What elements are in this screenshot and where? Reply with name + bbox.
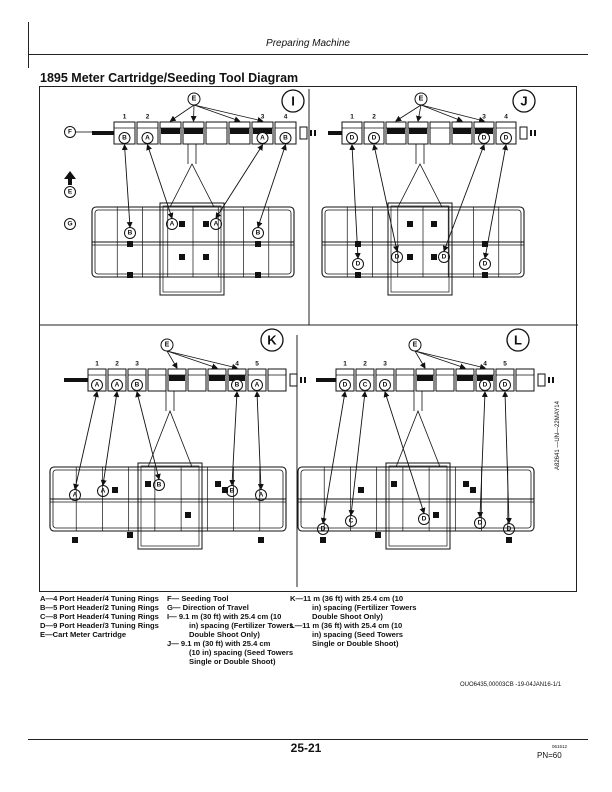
opener-marker — [463, 481, 469, 487]
meter-cartridge-filled — [409, 128, 427, 134]
opener-marker — [431, 254, 437, 260]
tool-header-label: B — [229, 487, 235, 495]
tool-header-label: A — [258, 491, 264, 499]
legend-i-3: Double Shoot Only) — [189, 630, 260, 639]
meter-cartridge-filled — [184, 128, 203, 134]
meter-end-pin — [548, 377, 550, 383]
tow-frame — [160, 203, 224, 295]
e-callout-arrow — [396, 105, 421, 121]
diagram-title: 1895 Meter Cartridge/Seeding Tool Diagram — [40, 71, 299, 85]
tool-header-label: D — [355, 260, 361, 268]
e-callout-label: E — [412, 341, 418, 349]
opener-marker — [127, 532, 133, 538]
e-callout-arrow — [421, 105, 484, 121]
e-callout-label: E — [164, 341, 170, 349]
header-to-tool-arrow — [103, 392, 117, 485]
tow-frame-inner — [141, 466, 199, 546]
legend-j: J— 9.1 m (30 ft) with 25.4 cm — [167, 639, 271, 648]
panel-id-label: K — [267, 332, 277, 348]
port-number: 3 — [383, 360, 387, 368]
header-to-tool-arrow — [505, 392, 509, 523]
port-number: 3 — [482, 113, 486, 121]
header-type-label: D — [349, 134, 355, 142]
tool-header-label: B — [127, 229, 133, 237]
legend-j-3: Single or Double Shoot) — [189, 657, 276, 666]
legend-i: I— 9.1 m (30 ft) with 25.4 cm (10 — [167, 612, 282, 621]
header-to-tool-arrow — [257, 392, 261, 489]
header-type-label: B — [122, 134, 127, 142]
f-callout-label: F — [68, 128, 72, 136]
opener-marker — [112, 487, 118, 493]
tool-header-label: D — [506, 525, 512, 533]
tow-frame-inner — [389, 466, 447, 546]
e-callout-arrow — [194, 105, 195, 121]
meter-shaft — [328, 131, 342, 135]
tow-frame — [138, 463, 202, 549]
tool-header-label: B — [255, 229, 261, 237]
opener-marker — [179, 254, 185, 260]
meter-end-pin — [310, 130, 312, 136]
header-to-tool-arrow — [323, 392, 345, 523]
header-type-label: D — [342, 381, 348, 389]
footer-code: 061512 — [552, 744, 568, 749]
port-number: 2 — [372, 113, 376, 121]
port-number: 1 — [343, 360, 347, 368]
legend-b: B—5 Port Header/2 Tuning Rings — [40, 603, 159, 612]
meter-cartridge-filled — [387, 128, 405, 134]
port-number: 4 — [283, 113, 288, 121]
meter-end-pin — [300, 377, 302, 383]
opener-marker — [407, 221, 413, 227]
header-type-label: D — [371, 134, 377, 142]
meter-cartridge-box — [188, 369, 206, 391]
e-callout-label: E — [191, 95, 197, 103]
opener-marker — [145, 481, 151, 487]
header-to-tool-arrow — [374, 145, 397, 251]
port-number: 3 — [135, 360, 139, 368]
panel-l — [298, 329, 554, 549]
header-type-label: A — [145, 134, 150, 142]
panel-id-label: J — [520, 93, 528, 109]
legend-c: C—8 Port Header/4 Tuning Rings — [40, 612, 159, 621]
port-number: 2 — [363, 360, 367, 368]
opener-marker — [355, 241, 361, 247]
meter-cartridge-filled — [457, 375, 473, 381]
legend-i-2: in) spacing (Fertilizer Towers — [189, 621, 294, 630]
header-to-tool-arrow — [351, 392, 365, 515]
opener-marker — [127, 241, 133, 247]
tool-header-label: D — [477, 519, 483, 527]
e-callout-arrow — [415, 351, 485, 368]
tool-header-label: A — [100, 487, 106, 495]
opener-marker — [222, 487, 228, 493]
meter-cartridge-filled — [453, 128, 471, 134]
header-left-bar-lower — [28, 54, 29, 68]
hitch-lines — [396, 391, 440, 467]
meter-shaft — [64, 378, 88, 382]
hitch-lines — [170, 144, 214, 207]
opener-marker — [203, 221, 209, 227]
header-type-label: A — [260, 134, 265, 142]
legend-f: F— Seeding Tool — [167, 594, 229, 603]
legend-e: E—Cart Meter Cartridge — [40, 630, 127, 639]
legend-l: L—11 m (36 ft) with 25.4 cm (10 — [290, 621, 403, 630]
meter-cartridge-box — [396, 369, 414, 391]
page-header-title: Preparing Machine — [266, 38, 350, 49]
meter-shaft — [316, 378, 336, 382]
panel-j — [322, 90, 536, 295]
meter-cartridge-filled — [230, 128, 249, 134]
tool-header-label: C — [348, 517, 354, 525]
tool-header-label: D — [394, 253, 400, 261]
header-to-tool-arrow — [75, 392, 97, 489]
header-to-tool-arrow — [125, 145, 131, 227]
meter-cartridge-filled — [169, 375, 185, 381]
meter-end-cap — [300, 127, 307, 139]
direction-arrow-icon — [64, 171, 76, 185]
opener-marker — [506, 537, 512, 543]
tow-frame — [386, 463, 450, 549]
meter-cartridge-box — [206, 122, 227, 144]
meter-end-pin — [534, 130, 536, 136]
legend-col-2 — [167, 594, 294, 666]
opener-marker — [179, 221, 185, 227]
opener-marker — [203, 254, 209, 260]
meter-cartridge-filled — [417, 375, 433, 381]
e-callout-arrow — [171, 105, 195, 121]
port-number: 1 — [95, 360, 99, 368]
document-reference: OUO6435,00003CB -19-04JAN16-1/1 — [460, 682, 562, 688]
header-type-label: A — [254, 381, 260, 389]
header-type-label: D — [482, 381, 488, 389]
e-callout-arrow — [194, 105, 263, 121]
tool-header-label: A — [169, 220, 175, 228]
opener-marker — [258, 537, 264, 543]
meter-cartridge-box — [436, 369, 454, 391]
e-callout-arrow — [167, 351, 217, 368]
opener-marker — [255, 241, 261, 247]
header-to-tool-arrow — [480, 392, 485, 517]
e-callout-arrow — [421, 105, 462, 121]
footer-rule — [28, 739, 588, 740]
tool-header-label: D — [421, 515, 427, 523]
tool-header-label: D — [482, 260, 488, 268]
header-type-label: D — [481, 134, 487, 142]
e-callout-arrow — [194, 105, 240, 121]
tow-frame-inner — [391, 206, 449, 292]
port-number: 4 — [504, 113, 508, 121]
diagram-drawing — [40, 87, 578, 593]
meter-end-cap — [538, 374, 545, 386]
e-callout-label: E — [418, 95, 424, 103]
opener-marker — [375, 532, 381, 538]
header-type-label: D — [503, 134, 509, 142]
meter-end-cap — [290, 374, 297, 386]
panel-id-label: L — [514, 332, 522, 348]
meter-cartridge-box — [148, 369, 166, 391]
header-type-label: D — [382, 381, 388, 389]
pn-number: PN=60 — [537, 751, 562, 760]
opener-marker — [215, 481, 221, 487]
opener-marker — [433, 512, 439, 518]
opener-marker — [127, 272, 133, 278]
meter-cartridge-box — [430, 122, 450, 144]
opener-marker — [407, 254, 413, 260]
meter-shaft — [92, 131, 114, 135]
legend-col-3 — [290, 594, 417, 648]
header-type-label: C — [362, 381, 368, 389]
e-callout-arrow — [167, 351, 237, 368]
tool-header-label: D — [441, 253, 447, 261]
header-type-label: B — [234, 381, 240, 389]
tool-header-label: A — [72, 491, 78, 499]
port-number: 5 — [503, 360, 507, 368]
opener-marker — [355, 272, 361, 278]
header-type-label: B — [283, 134, 288, 142]
tool-header-label: B — [156, 481, 162, 489]
header-type-label: D — [502, 381, 508, 389]
port-number: 4 — [235, 360, 239, 368]
header-to-tool-arrow — [385, 392, 424, 513]
opener-marker — [72, 537, 78, 543]
opener-marker — [358, 487, 364, 493]
legend-l-3: Single or Double Shoot) — [312, 639, 399, 648]
meter-cartridge-box — [268, 369, 286, 391]
header-to-tool-arrow — [444, 145, 484, 251]
meter-end-pin — [552, 377, 554, 383]
header-to-tool-arrow — [258, 145, 286, 227]
meter-end-pin — [314, 130, 316, 136]
opener-marker — [482, 241, 488, 247]
header-to-tool-arrow — [485, 145, 506, 258]
port-number: 3 — [260, 113, 265, 121]
opener-marker — [482, 272, 488, 278]
opener-marker — [391, 481, 397, 487]
opener-marker — [431, 221, 437, 227]
hitch-lines — [398, 144, 442, 207]
meter-cartridge-filled — [161, 128, 180, 134]
page-number: 25-21 — [290, 741, 322, 755]
legend-k-3: Double Shoot Only) — [312, 612, 383, 621]
panel-i — [92, 90, 316, 295]
header-to-tool-arrow — [232, 392, 237, 485]
opener-marker — [470, 487, 476, 493]
legend-l-2: in) spacing (Seed Towers — [312, 630, 404, 639]
legend-k-2: in) spacing (Fertilizer Towers — [312, 603, 417, 612]
panel-id-label: I — [291, 93, 295, 109]
legend-k: K—11 m (36 ft) with 25.4 cm (10 — [290, 594, 404, 603]
header-rule — [28, 54, 588, 55]
tool-header-label: A — [213, 220, 219, 228]
meter-end-cap — [520, 127, 527, 139]
meter-cartridge-box — [516, 369, 534, 391]
port-number: 2 — [145, 113, 150, 121]
legend-d: D—9 Port Header/3 Tuning Rings — [40, 621, 159, 630]
header-type-label: A — [94, 381, 100, 389]
tool-header-label: D — [320, 525, 326, 533]
legend-j-2: (10 in) spacing (Seed Towers — [189, 648, 294, 657]
side-code: A82641 —UN—22MAY14 — [555, 401, 561, 470]
meter-end-pin — [530, 130, 532, 136]
hitch-lines — [148, 391, 192, 467]
e-direction-label: E — [67, 188, 73, 196]
port-number: 2 — [115, 360, 119, 368]
legend-g: G— Direction of Travel — [167, 603, 249, 612]
opener-marker — [320, 537, 326, 543]
port-number: 1 — [122, 113, 127, 121]
diagram-frame — [39, 86, 577, 592]
legend-col-1 — [40, 594, 159, 639]
legend-a: A—4 Port Header/4 Tuning Rings — [40, 594, 159, 603]
header-type-label: B — [134, 381, 140, 389]
meter-cartridge-filled — [209, 375, 225, 381]
header-type-label: A — [114, 381, 120, 389]
g-callout-label: G — [67, 220, 73, 228]
panel-k — [50, 329, 306, 549]
port-number: 5 — [255, 360, 259, 368]
port-number: 4 — [483, 360, 487, 368]
e-callout-arrow — [415, 351, 465, 368]
opener-marker — [185, 512, 191, 518]
e-callout-arrow — [418, 105, 421, 121]
meter-end-pin — [304, 377, 306, 383]
opener-marker — [255, 272, 261, 278]
port-number: 1 — [350, 113, 354, 121]
